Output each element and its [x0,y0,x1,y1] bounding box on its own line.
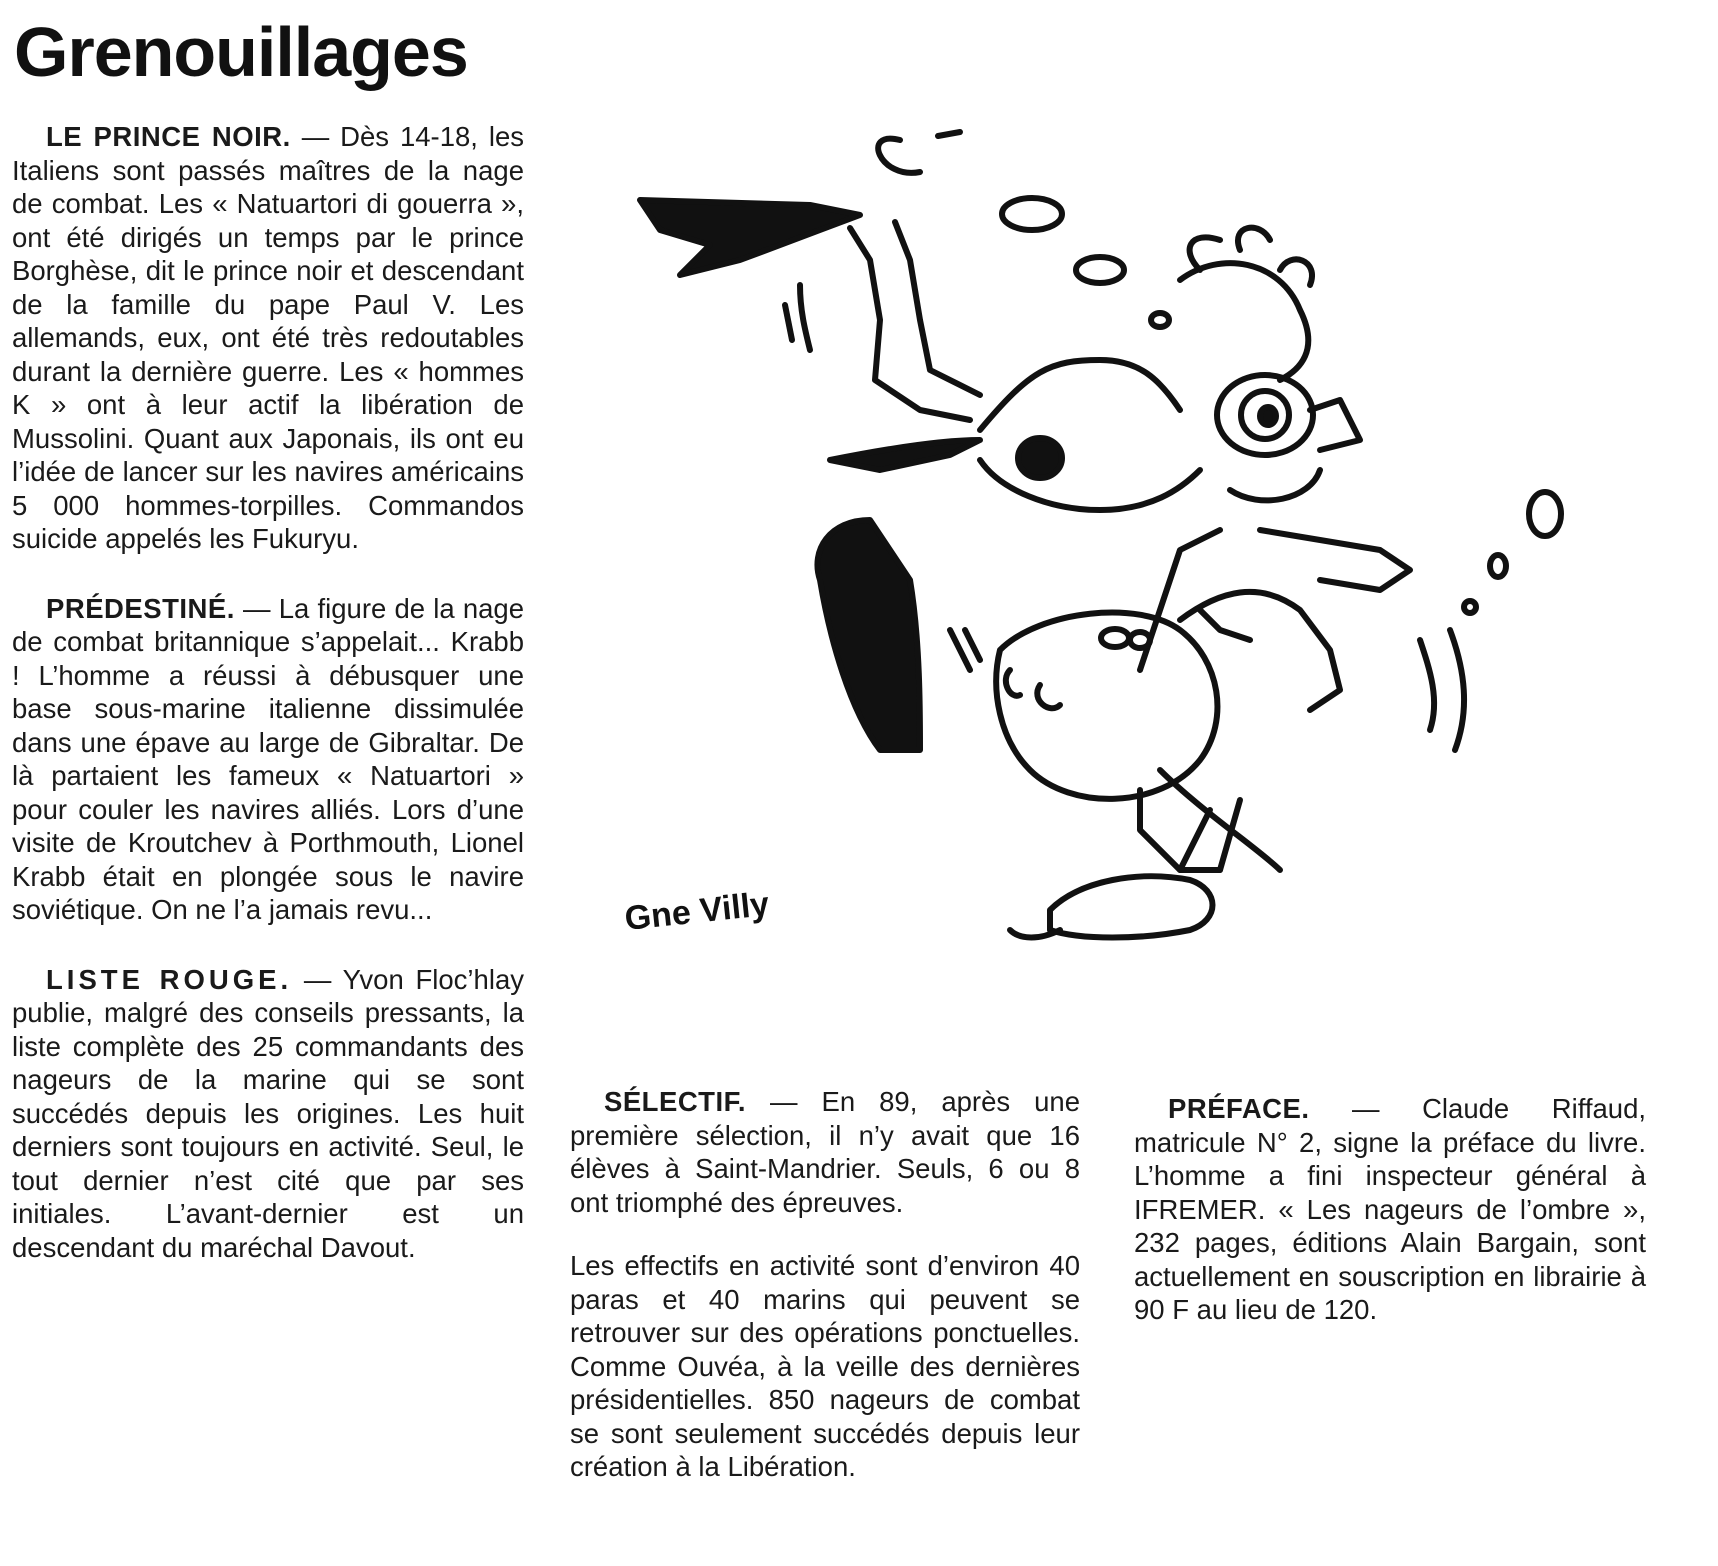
article-selectif [570,1085,1080,1219]
column-left [12,120,524,1264]
article-dash: — [292,963,343,995]
page-title: Grenouillages [14,13,468,91]
article-body: En 89, après une première sélection, il n’y avait que 16 élèves à Saint-Mandrier. Seuls, 6 ou 8 ont triomphé des épreuves. [570,1086,1080,1218]
article-body: Yvon Floc’hlay publie, malgré des conseils pressants, la liste complète des 25 commandants des nageurs de la marine qui se sont succédés depuis les origines. Les huit derniers sont toujours en activité. Seul, le tout dernier n’est cité que par ses initiales. L’avant-dernier est un descendant du maréchal Davout. [12,963,524,1263]
article-dash: — [290,121,341,152]
article-preface [1134,1092,1646,1327]
article-predestine [12,592,524,927]
article-dash: — [234,592,279,624]
article-liste-rouge [12,963,524,1265]
column-middle [570,1085,1080,1484]
article-keyword: SÉLECTIF. [604,1086,747,1117]
article-body: La figure de la nage de combat britannique s’appelait... Krabb ! L’homme a réussi à débusquer une base sous-marine italienne dissimulée dans une épave au large de Gibraltar. De là partaient les fameux « Natuartori » pour couler les navires alliés. Lors d’une visite de Kroutchev à Porthmouth, Lionel Krabb était en plongée sous le navire soviétique. On ne l’a jamais revu... [12,592,524,925]
article-keyword: PRÉFACE. [1168,1093,1310,1124]
article-dash: — [1309,1093,1423,1124]
article-prince-noir [12,120,524,556]
article-body: Claude Riffaud, matricule N° 2, signe la préface du livre. L’homme a fini inspecteur général à IFREMER. « Les nageurs de l’ombre », 232 pages, éditions Alain Bargain, sont actuellement en souscription en librairie à 90 F au lieu de 120. [1134,1093,1646,1325]
upper-diver [640,200,1410,750]
lower-diver [996,592,1464,938]
artist-signature: Gne Villy [622,885,771,938]
article-keyword: LE PRINCE NOIR. [46,121,291,152]
column-right [1134,1092,1646,1327]
bubbles [878,132,1561,613]
article-keyword: LISTE ROUGE. [46,963,293,995]
article-keyword: PRÉDESTINÉ. [46,592,235,624]
article-body: Dès 14-18, les Italiens sont passés maîtres de la nage de combat. Les « Natuartori di gouerra », ont été dirigés un temps par le prince Borghèse, dit le prince noir et descendant de la famille du pape Paul V. Les allemands, eux, ont été très redoutables durant la dernière guerre. Les « hommes K » ont à leur actif la libération de Mussolini. Quant aux Japonais, ils ont eu l’idée de lancer sur les navires américains 5 000 hommes-torpilles. Commandos suicide appelés les Fukuryu. [12,121,524,554]
article-dash: — [746,1086,822,1117]
article-selectif-paragraph-2: Les effectifs en activité sont d’environ 40 paras et 40 marins qui peuvent se retrouver sur des opérations ponctuelles. Comme Ouvéa, à la veille des dernières présidentielles. 850 nageurs de combat se sont seulement succédés depuis leur création à la Libération. [570,1250,1080,1482]
frogman-cartoon-illustration [620,110,1700,1070]
